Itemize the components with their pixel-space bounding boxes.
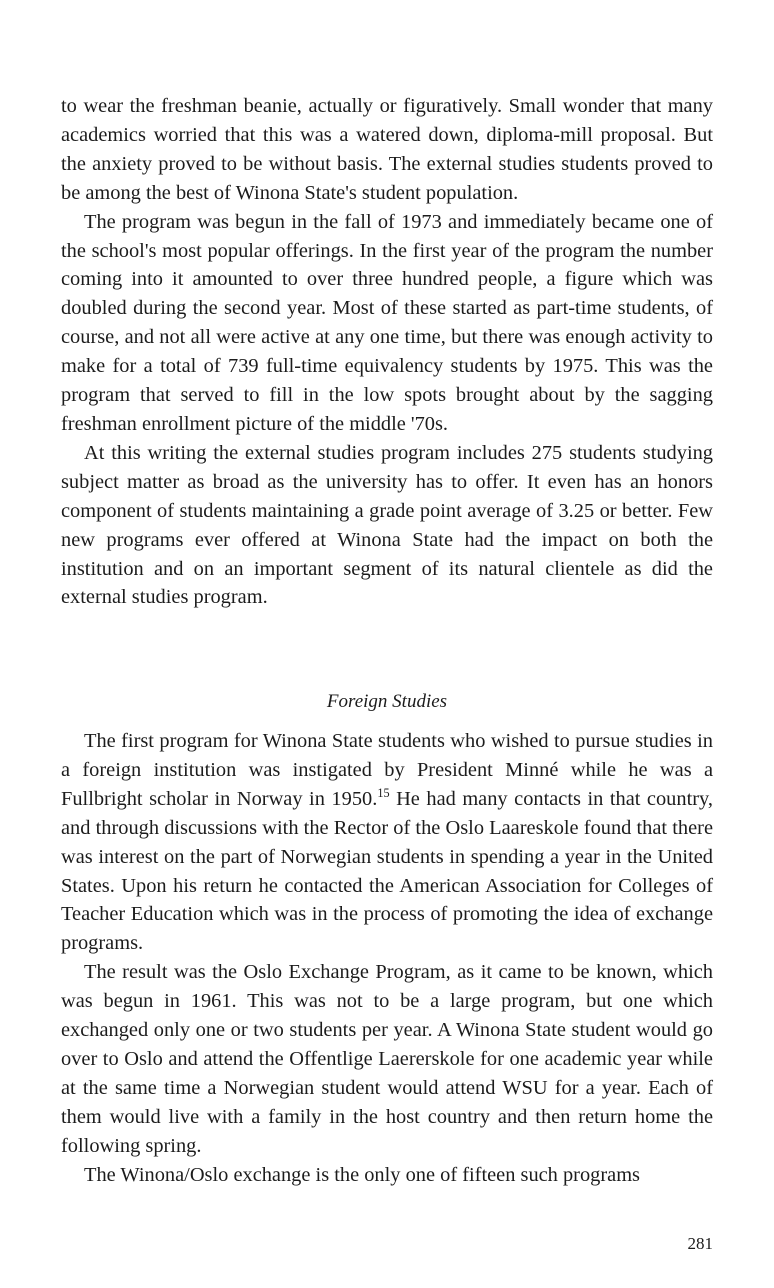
paragraph-text-after-footnote: He had many contacts in that country, and through discussions with the Rector of the Oslo Laareskole found that there was interest on the part of Norwegian students in spending a year in the United States. Upon his return he contacted the American Association for Colleges of Teacher Education which was in the process of promoting the idea of exchange programs. — [61, 787, 713, 955]
page-number: 281 — [687, 1234, 713, 1253]
paragraph-text-before-footnote: The first program for Winona State students who wished to pursue studies in a foreign institution was instigated by President Minné while he was a Fullbright scholar in Norway in 1950. — [61, 730, 713, 810]
footnote-marker: 15 — [377, 786, 390, 801]
paragraph-continued: to wear the freshman beanie, actually or figuratively. Small wonder that many academics worried that this was a watered down, diploma-mill proposal. But the anxiety proved to be without basis. The external studies students proved to be among the best of Winona State's student population. — [61, 95, 713, 204]
text-block-external-studies — [61, 92, 713, 612]
paragraph-first-foreign-program — [61, 727, 713, 958]
paragraph-winona-oslo: The Winona/Oslo exchange is the only one of fifteen such programs — [84, 1163, 640, 1186]
paragraph-program-begun: The program was begun in the fall of 1973 and immediately became one of the school's most popular offerings. In the first year of the program the number coming into it amounted to over three hundred people, a figure which was doubled during the second year. Most of these started as part-time students, of course, and not all were active at any one time, but there was enough activity to make for a total of 739 full-time equivalency students by 1975. This was the program that served to fill in the low spots brought about by the sagging freshman enrollment picture of the middle '70s. — [61, 210, 713, 435]
paragraph-oslo-exchange: The result was the Oslo Exchange Program, as it came to be known, which was begun in 1961. This was not to be a large program, but one which exchanged only one or two students per year. A Winona State student would go over to Oslo and attend the Offentlige Laererskole for one academic year while at the same time a Norwegian student would attend WSU for a year. Each of them would live with a family in the host country and then return home the following spring. — [61, 961, 713, 1157]
section-heading: Foreign Studies — [326, 691, 448, 712]
paragraph-current-program: At this writing the external studies program includes 275 students studying subject matter as broad as the university has to offer. It even has an honors component of students maintaining a grade point average of 3.25 or better. Few new programs ever offered at Winona State had the impact on both the institution and on an important segment of its natural clientele as did the external studies program. — [61, 441, 713, 609]
text-block-foreign-studies — [61, 727, 713, 1190]
